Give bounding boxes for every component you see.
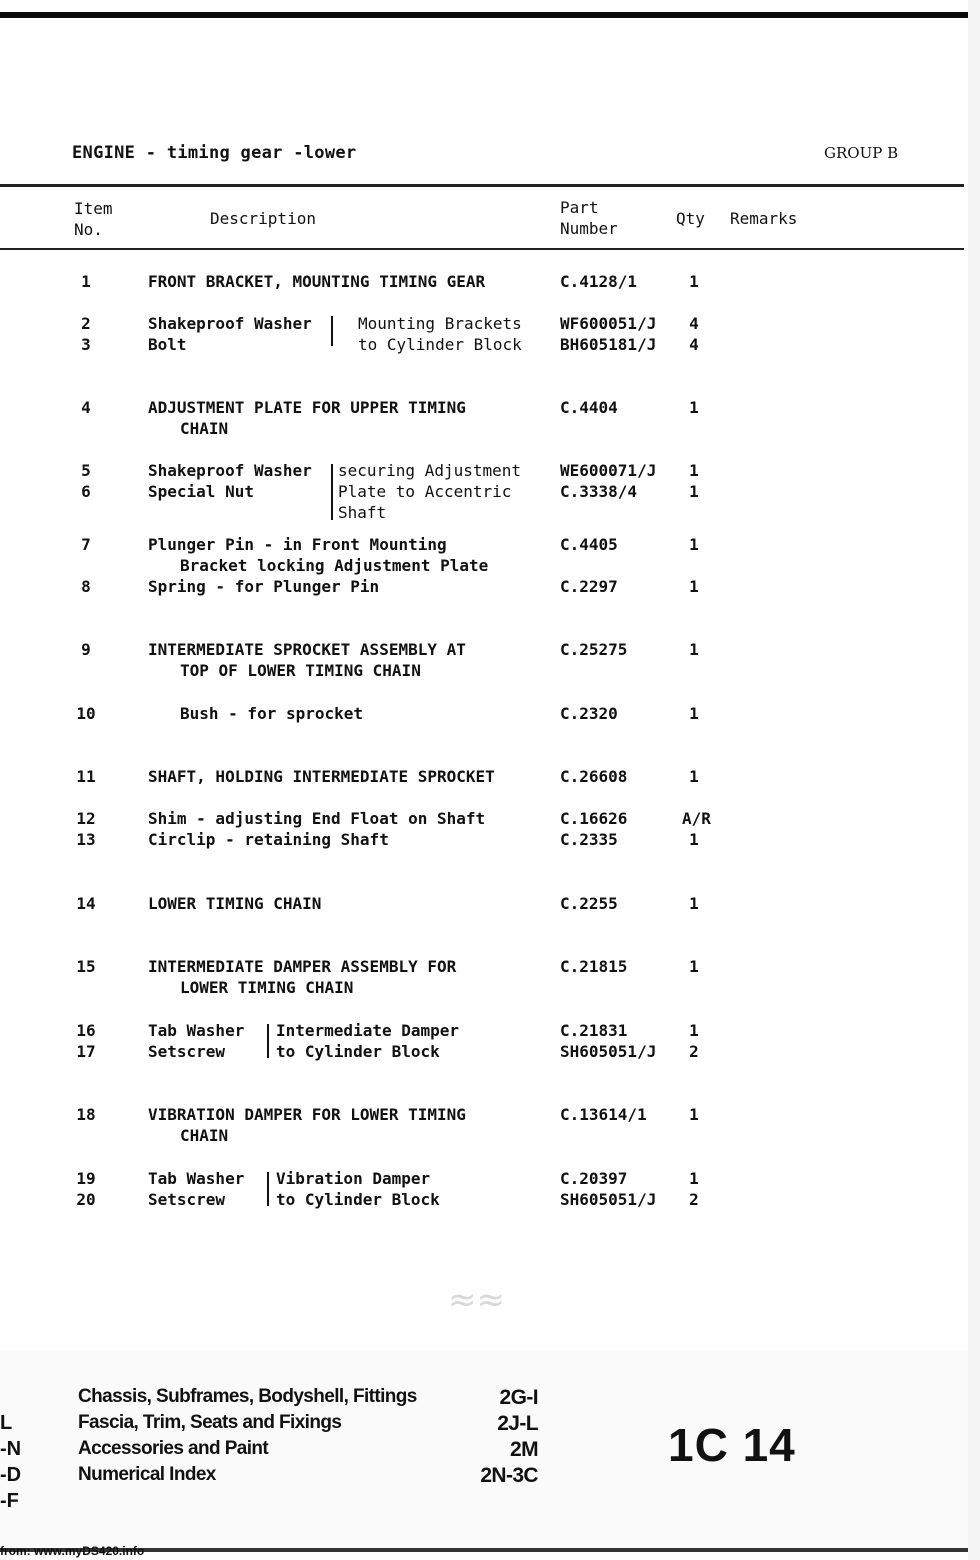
item-number: 12 (76, 809, 96, 828)
part-number: WE600071/J (560, 461, 657, 480)
part-number: C.16626 (560, 809, 628, 828)
item-description: Shim - adjusting End Float on Shaft (148, 809, 486, 828)
page-edge (968, 0, 980, 1560)
group-bracket (267, 1172, 269, 1206)
side-tab-fragment: -F (0, 1490, 19, 1512)
item-number: 2 (81, 314, 91, 333)
quantity: 1 (689, 830, 699, 849)
item-description: Spring - for Plunger Pin (148, 577, 380, 596)
item-description: Tab Washer (148, 1021, 245, 1040)
column-description: Description (210, 209, 316, 228)
item-description: Shakeproof Washer (148, 314, 312, 333)
part-number: C.26608 (560, 767, 628, 786)
item-description: Setscrew (148, 1190, 226, 1209)
item-number: 6 (81, 482, 91, 501)
item-number: 19 (76, 1169, 96, 1188)
column-item-no: Item No. (74, 199, 113, 239)
part-number: BH605181/J (560, 335, 657, 354)
quantity: 4 (689, 314, 699, 333)
quantity: 1 (689, 535, 699, 554)
header-bottom-rule (0, 248, 964, 250)
item-number: 16 (76, 1021, 96, 1040)
item-number: 15 (76, 957, 96, 976)
item-number: 18 (76, 1105, 96, 1124)
side-tab-fragment: -D (0, 1464, 22, 1486)
item-number: 8 (81, 577, 91, 596)
quantity: 4 (689, 335, 699, 354)
item-number: 4 (81, 398, 91, 417)
part-number: C.2320 (560, 704, 618, 723)
quantity: 1 (689, 398, 699, 417)
part-number: C.4405 (560, 535, 618, 554)
item-number: 20 (76, 1190, 96, 1209)
header-top-rule (0, 184, 964, 187)
quantity: 1 (689, 577, 699, 596)
part-number: WF600051/J (560, 314, 657, 333)
top-border (0, 12, 968, 18)
item-description: LOWER TIMING CHAIN (148, 894, 322, 913)
column-qty: Qty (676, 209, 705, 228)
item-number: 7 (81, 535, 91, 554)
item-description-continued: CHAIN (180, 419, 229, 438)
item-description-continued: LOWER TIMING CHAIN (180, 978, 354, 997)
item-description-continued: Bracket locking Adjustment Plate (180, 556, 489, 575)
quantity: 1 (689, 1169, 699, 1188)
item-number: 3 (81, 335, 91, 354)
side-tab-fragment: -N (0, 1438, 22, 1460)
part-number: C.21831 (560, 1021, 628, 1040)
item-number: 14 (76, 894, 96, 913)
item-number: 5 (81, 461, 91, 480)
item-number: 10 (76, 704, 96, 723)
quantity: 1 (689, 482, 699, 501)
group-bracket (331, 316, 333, 346)
quantity: 2 (689, 1042, 699, 1061)
item-description: Circlip - retaining Shaft (148, 830, 389, 849)
item-number: 13 (76, 830, 96, 849)
part-number: C.4404 (560, 398, 618, 417)
part-number: C.4128/1 (560, 272, 638, 291)
part-number: SH605051/J (560, 1042, 657, 1061)
quantity: 1 (689, 272, 699, 291)
group-bracket (331, 464, 333, 520)
item-description: Special Nut (148, 482, 254, 501)
part-number: C.21815 (560, 957, 628, 976)
item-description: INTERMEDIATE SPROCKET ASSEMBLY AT (148, 640, 466, 659)
quantity: 1 (689, 704, 699, 723)
item-number: 9 (81, 640, 91, 659)
group-bracket (267, 1024, 269, 1058)
quantity: 2 (689, 1190, 699, 1209)
part-number: C.3338/4 (560, 482, 638, 501)
item-number: 1 (81, 272, 91, 291)
item-description: Plunger Pin - in Front Mounting (148, 535, 447, 554)
item-description-continued: CHAIN (180, 1126, 229, 1145)
item-description: Shakeproof Washer (148, 461, 312, 480)
item-description: Bush - for sprocket (180, 704, 364, 723)
part-number: C.2255 (560, 894, 618, 913)
source-credit: from: www.myDS420.info (0, 1544, 145, 1558)
part-number: SH605051/J (560, 1190, 657, 1209)
quantity: 1 (689, 1105, 699, 1124)
group-label: GROUP B (824, 144, 899, 162)
item-description: INTERMEDIATE DAMPER ASSEMBLY FOR (148, 957, 457, 976)
page-code: 1C 14 (668, 1419, 796, 1471)
part-number: C.2335 (560, 830, 618, 849)
quantity: 1 (689, 640, 699, 659)
quantity: 1 (689, 1021, 699, 1040)
faint-stamp-mark: ≈≈ (448, 1280, 505, 1320)
page-title: ENGINE - timing gear -lower (72, 143, 357, 163)
item-description: SHAFT, HOLDING INTERMEDIATE SPROCKET (148, 767, 495, 786)
item-number: 11 (76, 767, 96, 786)
item-description-continued: TOP OF LOWER TIMING CHAIN (180, 661, 421, 680)
part-number: C.20397 (560, 1169, 628, 1188)
item-description: Bolt (148, 335, 187, 354)
part-number: C.2297 (560, 577, 618, 596)
bottom-border (0, 1548, 968, 1552)
column-remarks: Remarks (730, 209, 798, 228)
part-number: C.25275 (560, 640, 628, 659)
quantity: A/R (682, 809, 711, 828)
quantity: 1 (689, 461, 699, 480)
item-description: ADJUSTMENT PLATE FOR UPPER TIMING (148, 398, 466, 417)
item-description: VIBRATION DAMPER FOR LOWER TIMING (148, 1105, 466, 1124)
quantity: 1 (689, 894, 699, 913)
quantity: 1 (689, 767, 699, 786)
item-description: FRONT BRACKET, MOUNTING TIMING GEAR (148, 272, 486, 291)
item-number: 17 (76, 1042, 96, 1061)
column-part-number: Part Number (560, 198, 618, 238)
part-number: C.13614/1 (560, 1105, 647, 1124)
side-tab-fragment: L (0, 1412, 13, 1434)
quantity: 1 (689, 957, 699, 976)
item-description: Tab Washer (148, 1169, 245, 1188)
item-description: Setscrew (148, 1042, 226, 1061)
